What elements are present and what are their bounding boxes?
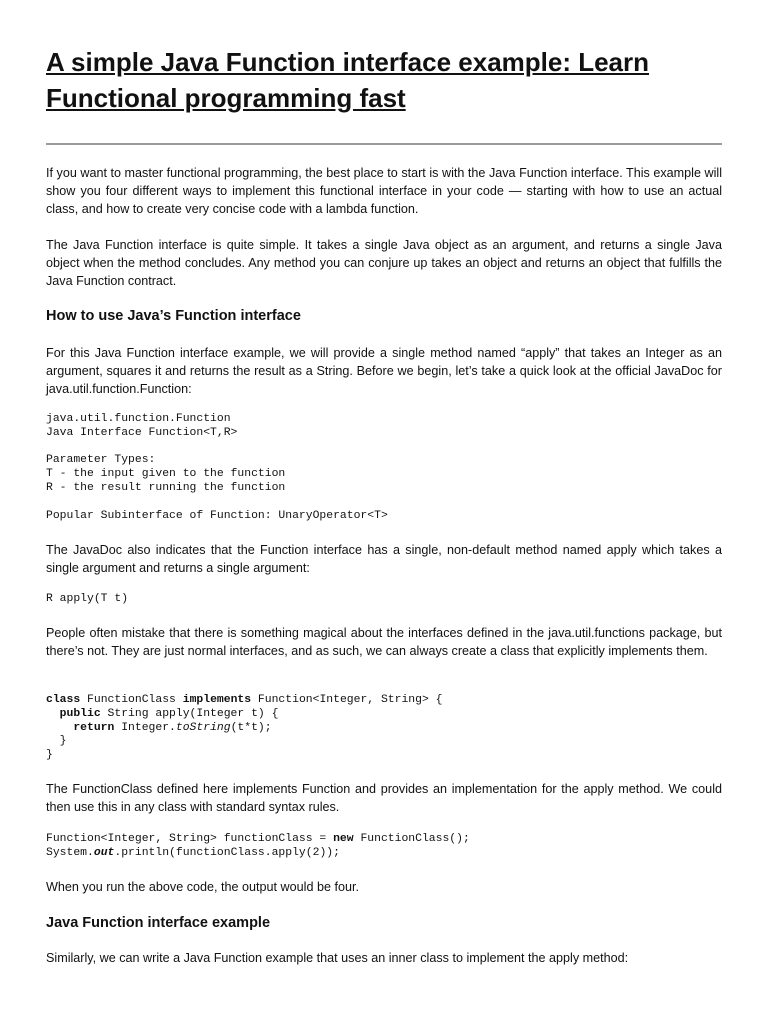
code-line: Java Interface Function<T,R> bbox=[46, 426, 238, 439]
code-keyword: new bbox=[333, 833, 354, 845]
code-line: R - the result running the function bbox=[46, 481, 286, 494]
code-field-name: out bbox=[93, 846, 115, 859]
code-line: T - the input given to the function bbox=[46, 468, 286, 481]
code-text: System. bbox=[46, 846, 94, 859]
code-method-name: toString bbox=[175, 721, 231, 734]
code-text: .println(functionClass.apply(2)); bbox=[114, 846, 340, 859]
code-keyword: class bbox=[46, 694, 81, 706]
code-text: String apply(Integer t) { bbox=[100, 707, 279, 720]
code-line: Parameter Types: bbox=[46, 454, 156, 467]
apply-signature-code: R apply(T t) bbox=[46, 593, 129, 605]
code-keyword: implements bbox=[182, 694, 252, 706]
code-text: (t*t); bbox=[230, 721, 272, 734]
inner-class-paragraph: Similarly, we can write a Java Function example that uses an inner class to implement the apply method: bbox=[46, 951, 629, 965]
code-text: } bbox=[46, 749, 53, 762]
code-text: } bbox=[59, 735, 67, 748]
function-class-paragraph: The FunctionClass defined here implements Function and provides an implementation for the apply method. We could then use this in any class with standard syntax rules. bbox=[46, 782, 722, 814]
output-paragraph: When you run the above code, the output would be four. bbox=[46, 880, 359, 894]
horizontal-divider bbox=[46, 143, 722, 145]
code-keyword: return bbox=[73, 721, 115, 734]
code-line: java.util.function.Function bbox=[46, 413, 231, 425]
section-heading-function-example: Java Function interface example bbox=[46, 915, 271, 931]
interfaces-not-magical-paragraph: People often mistake that there is something magical about the interfaces defined in the java.util.functions package, but there’s not. They are just normal interfaces, and as such, we can always create a class that explicitly implements them. bbox=[46, 626, 722, 658]
code-keyword: public bbox=[59, 707, 101, 720]
function-class-code-block bbox=[46, 694, 722, 763]
page-title: A simple Java Function interface example: Learn Functional programming fast bbox=[46, 47, 650, 113]
code-line: Popular Subinterface of Function: UnaryOperator<T> bbox=[46, 509, 388, 522]
section-heading-how-to-use: How to use Java’s Function interface bbox=[46, 308, 301, 324]
code-text: Function<Integer, String> { bbox=[251, 694, 443, 706]
intro-paragraph-2: The Java Function interface is quite simple. It takes a single Java object as an argument, and returns a single Java object when the method concludes. Any method you can conjure up takes an object and returns an object that fulfills the Java Function contract. bbox=[46, 238, 722, 288]
code-text: Function<Integer, String> functionClass = bbox=[46, 833, 334, 845]
javadoc-code-block bbox=[46, 413, 722, 523]
code-text: Integer. bbox=[114, 721, 176, 734]
intro-paragraph-1: If you want to master functional programming, the best place to start is with the Java Function interface. This example will show you four different ways to implement this functional interface in your code — starting with how to use an actual class, and how to create very concise code with a lambda function. bbox=[46, 166, 722, 216]
usage-code-block bbox=[46, 833, 722, 861]
code-text: FunctionClass bbox=[80, 694, 183, 706]
javadoc-description-paragraph: The JavaDoc also indicates that the Function interface has a single, non-default method named apply which takes a single argument and returns a single argument: bbox=[46, 543, 722, 575]
apply-method-paragraph: For this Java Function interface example, we will provide a single method named “apply” that takes an Integer as an argument, squares it and returns the result as a String. Before we begin, let’s take a quick look at the official JavaDoc for java.util.function.Function: bbox=[46, 346, 722, 396]
code-text: FunctionClass(); bbox=[353, 833, 470, 845]
